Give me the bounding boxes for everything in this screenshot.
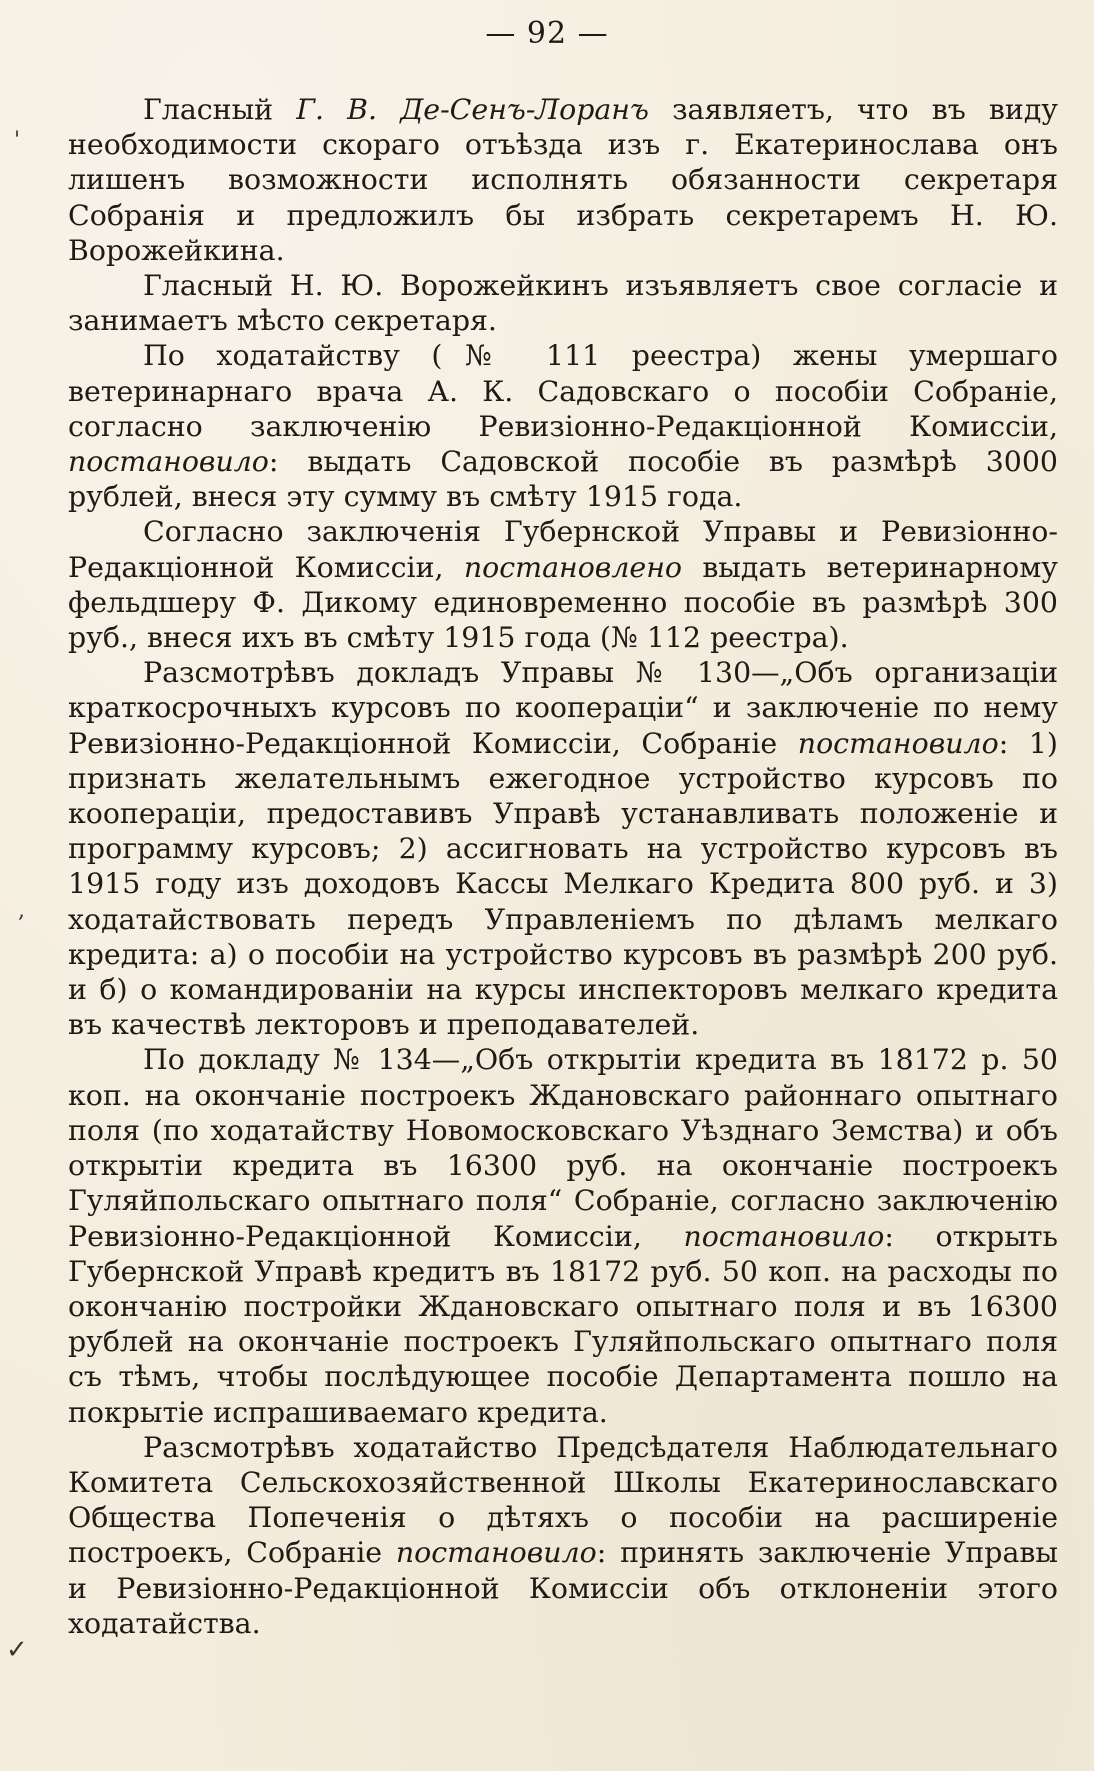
- document-body: [68, 92, 1058, 1641]
- paragraph-text: : 1) признать желательнымъ ежегодное устройство курсовъ по коопераціи, предоставивъ Управѣ устанавливать положеніе и программу курсовъ; 2) ассигновать на устройство курсовъ въ 1915 году изъ доходовъ Кассы Мелкаго Кредита 800 руб. и 3) ходатайствовать передъ Управленіемъ по дѣламъ мелкаго кредита: а) о пособіи на устройство курсовъ въ размѣрѣ 200 руб. и б) о командированіи на курсы инспекторовъ мелкаго кредита въ качествѣ лекторовъ и преподавателей.: [68, 726, 1058, 1042]
- paragraph-text: По докладу № 134—„Объ открытіи кредита въ 18172 р. 50 коп. на окончаніе построекъ Ждановскаго районнаго опытнаго поля (по ходатайству Новомосковскаго Уѣзднаго Земства) и объ открытіи кредита въ 16300 руб. на окончаніе построекъ Гуляйпольскаго опытнаго поля“ Собраніе, согласно заключенію Ревизіонно-Редакціонной Комиссіи,: [68, 1043, 1058, 1253]
- paragraph-de-sen-loran-resignation: [68, 92, 1058, 268]
- paragraph-text: Разсмотрѣвъ докладъ Управы № 130—„Объ организаціи краткосрочныхъ курсовъ по коопераціи“ и заключеніе по нему Ревизіонно-Редакціонной Комиссіи, Собраніе: [68, 656, 1058, 760]
- margin-tick-mark: ,: [18, 898, 25, 923]
- emphasized-resolution: постановило: [68, 445, 269, 479]
- paragraph-text: Гласный: [143, 93, 297, 126]
- emphasized-resolution: постановило: [395, 1536, 597, 1570]
- margin-check-mark: ✓: [6, 1635, 28, 1665]
- paragraph-text: : принять заключеніе Управы и Ревизіонно-Редакціонной Комиссіи объ отклоненіи этого ходатайства.: [68, 1536, 1058, 1640]
- paragraph-text: Разсмотрѣвъ ходатайство Предсѣдателя Наблюдательнаго Комитета Сельскохозяйственной Школы Екатеринославскаго Общества Попеченія о дѣтяхъ о пособіи на расширеніе построекъ, Собраніе: [68, 1430, 1058, 1570]
- emphasized-resolution: постановило: [683, 1219, 885, 1253]
- paragraph-agricultural-school-petition: [68, 1430, 1058, 1641]
- paragraph-text: заявляетъ, что въ виду необходимости скораго отъѣзда изъ г. Екатеринослава онъ лишенъ возможности исполнять обязанности секретаря Собранія и предложилъ бы избрать секретаремъ Н. Ю. Ворожейкина.: [68, 93, 1058, 267]
- paragraph-vorozheikin-secretary: [68, 268, 1058, 338]
- paragraph-cooperation-courses: [68, 655, 1058, 1042]
- paragraph-text: : открыть Губернской Управѣ кредитъ въ 18172 руб. 50 коп. на расходы по окончанію постройки Ждановскаго опытнаго поля и въ 16300 рублей на окончаніе построекъ Гуляйпольскаго опытнаго поля съ тѣмъ, чтобы послѣдующее пособіе Департамента пошло на покрытіе испрашиваемаго кредита.: [68, 1219, 1058, 1429]
- emphasized-resolution: постановило: [797, 726, 999, 760]
- paragraph-sadovskaya-allowance: [68, 338, 1058, 514]
- paragraph-experimental-fields-credit: [68, 1042, 1058, 1429]
- paragraph-text: Согласно заключенія Губернской Управы и Ревизіонно-Редакціонной Комиссіи,: [68, 515, 1058, 584]
- margin-tick-mark: ': [14, 128, 21, 153]
- paragraph-text: Гласный Н. Ю. Ворожейкинъ изъявляетъ свое согласіе и занимаетъ мѣсто секретаря.: [68, 269, 1058, 338]
- emphasized-name: Г. В. Де-Сенъ-Лоранъ: [296, 93, 649, 126]
- paragraph-text: : выдать Садовской пособіе въ размѣрѣ 3000 рублей, внеся эту сумму въ смѣту 1915 года.: [68, 445, 1058, 514]
- paragraph-text: По ходатайству (№ 111 реестра) жены умершаго ветеринарнаго врача А. К. Садовскаго о пособіи Собраніе, согласно заключенію Ревизіонно-Редакціонной Комиссіи,: [68, 339, 1058, 443]
- paragraph-diky-allowance: [68, 514, 1058, 655]
- paragraph-text: выдать ветеринарному фельдшеру Ф. Дикому единовременно пособіе въ размѣрѣ 300 руб., внеся ихъ въ смѣту 1915 года (№ 112 реестра).: [68, 550, 1058, 655]
- page-number: — 92 —: [485, 16, 609, 51]
- emphasized-resolution: постановлено: [463, 550, 682, 584]
